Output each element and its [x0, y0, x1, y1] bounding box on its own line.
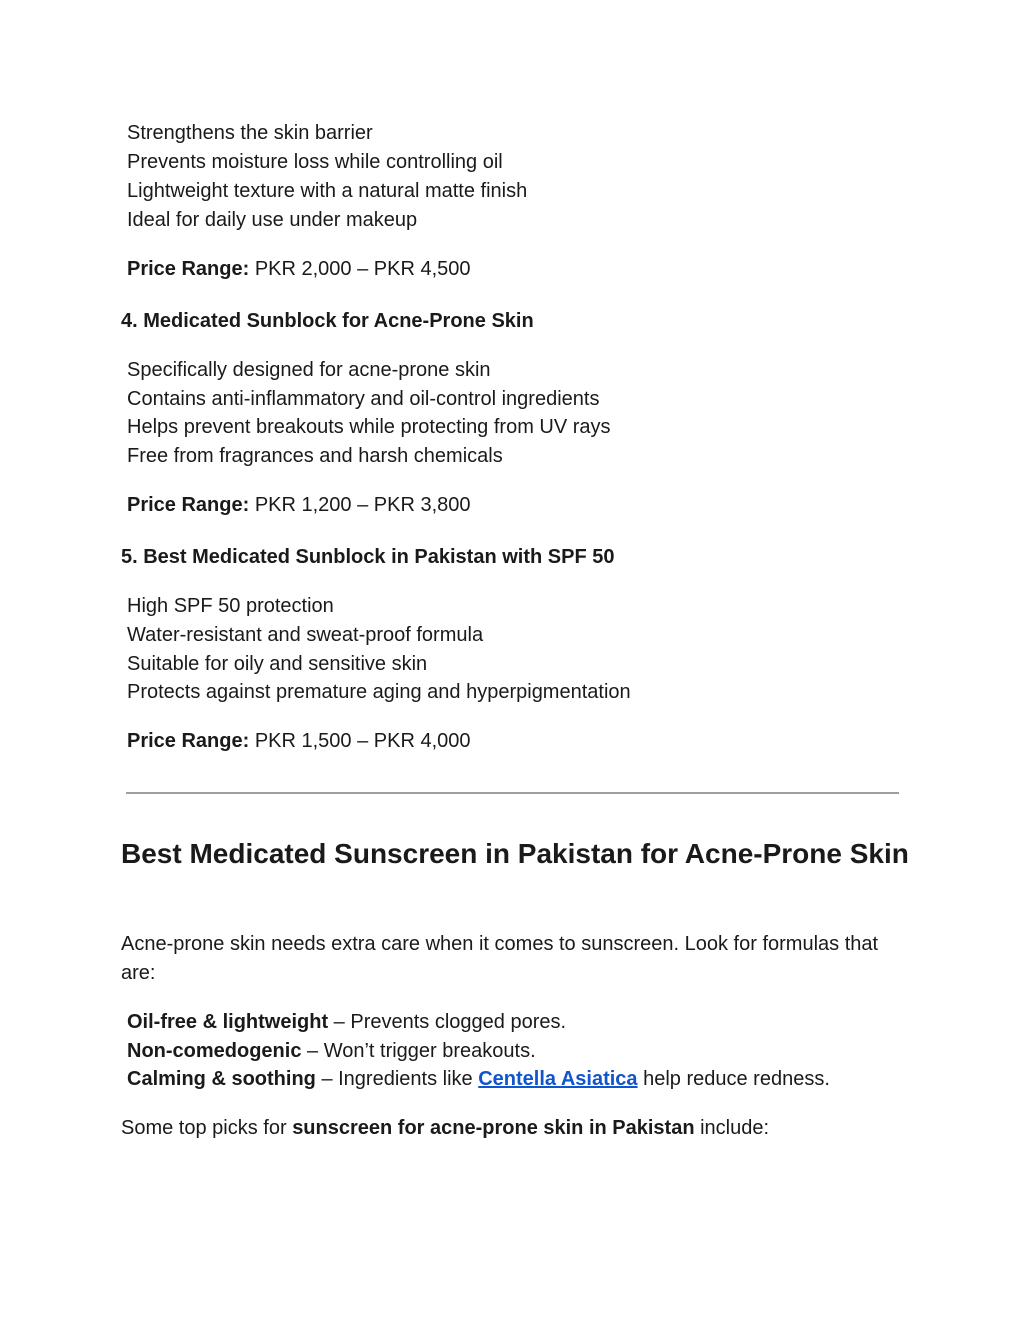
centella-asiatica-link[interactable]: Centella Asiatica	[478, 1068, 638, 1090]
feature-item	[127, 1037, 536, 1066]
closing-text: include:	[694, 1117, 770, 1139]
list-item: Lightweight texture with a natural matte finish	[127, 180, 528, 202]
section-heading: 5. Best Medicated Sunblock in Pakistan with SPF 50	[121, 546, 615, 568]
intro-paragraph: Acne-prone skin needs extra care when it comes to sunscreen. Look for formulas that are:	[121, 933, 879, 984]
price-range	[127, 491, 471, 520]
closing-bold: sunscreen for acne-prone skin in Pakistan	[292, 1117, 695, 1139]
horizontal-divider	[126, 792, 899, 794]
list-item: Free from fragrances and harsh chemicals	[127, 445, 503, 467]
price-label: Price Range:	[127, 494, 250, 516]
price-range	[127, 727, 471, 756]
list-item: Contains anti-inflammatory and oil-control ingredients	[127, 388, 600, 410]
feature-text: – Won’t trigger breakouts.	[301, 1040, 536, 1062]
price-label: Price Range:	[127, 730, 250, 752]
closing-text: Some top picks for	[121, 1117, 293, 1139]
list-item: Helps prevent breakouts while protecting from UV rays	[127, 416, 611, 438]
list-item: Suitable for oily and sensitive skin	[127, 653, 428, 675]
price-value: PKR 2,000 – PKR 4,500	[249, 258, 471, 280]
section-title: Best Medicated Sunscreen in Pakistan for Acne-Prone Skin	[121, 838, 909, 869]
list-item: Strengthens the skin barrier	[127, 122, 373, 144]
feature-item	[127, 1008, 566, 1037]
feature-text: help reduce redness.	[637, 1068, 830, 1090]
list-item: Prevents moisture loss while controlling oil	[127, 151, 503, 173]
closing-paragraph	[121, 1114, 911, 1143]
list-item: High SPF 50 protection	[127, 595, 334, 617]
price-range	[127, 255, 471, 284]
list-item: Ideal for daily use under makeup	[127, 209, 418, 231]
feature-label: Calming & soothing	[127, 1068, 316, 1090]
list-item: Water-resistant and sweat-proof formula	[127, 624, 484, 646]
feature-label: Oil-free & lightweight	[127, 1011, 329, 1033]
feature-label: Non-comedogenic	[127, 1040, 302, 1062]
section-heading: 4. Medicated Sunblock for Acne-Prone Skin	[121, 310, 534, 332]
list-item: Specifically designed for acne-prone skin	[127, 359, 491, 381]
feature-text: – Ingredients like	[315, 1068, 479, 1090]
price-value: PKR 1,500 – PKR 4,000	[249, 730, 471, 752]
feature-item	[127, 1065, 830, 1094]
price-value: PKR 1,200 – PKR 3,800	[249, 494, 471, 516]
price-label: Price Range:	[127, 258, 250, 280]
list-item: Protects against premature aging and hyperpigmentation	[127, 681, 631, 703]
feature-text: – Prevents clogged pores.	[328, 1011, 567, 1033]
